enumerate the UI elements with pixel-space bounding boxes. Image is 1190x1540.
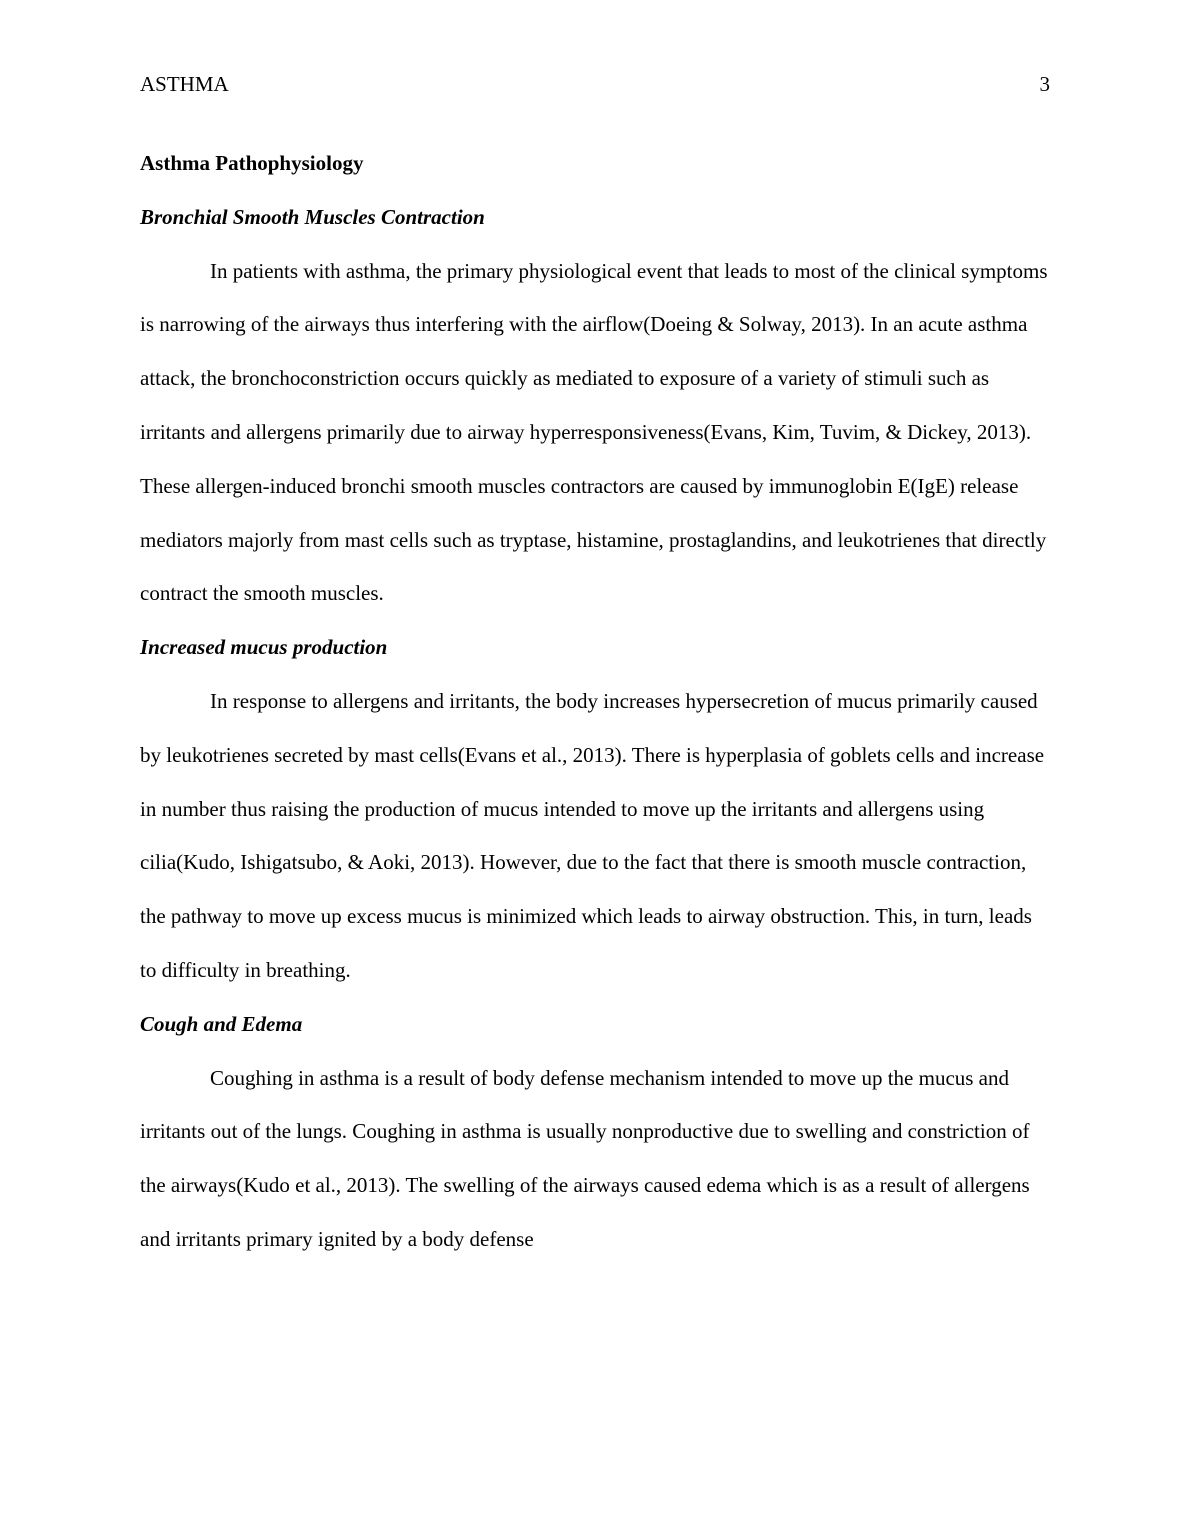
section-title: Asthma Pathophysiology — [140, 151, 364, 175]
subsection-heading-mucus: Increased mucus production — [140, 635, 388, 660]
running-head-title: ASTHMA — [140, 72, 229, 96]
paragraph-mucus: In response to allergens and irritants, the body increases hypersecretion of mucus primarily caused by leukotrienes secreted by mast cells(Evans et al., 2013). There is hyperplasia of goblets cells and increase in number thus raising the production of mucus intended to move up the irritants and allergens using cilia(Kudo, Ishigatsubo, & Aoki, 2013). However, due to the fact that there is smooth muscle contraction, the pathway to move up excess mucus is minimized which leads to airway obstruction. This, in turn, leads to difficulty in breathing. — [140, 688, 1045, 982]
document-body — [140, 137, 1050, 1267]
paragraph-cough: Coughing in asthma is a result of body defense mechanism intended to move up the mucus and irritants out of the lungs. Coughing in asthma is usually nonproductive due to swelling and constriction of the airways(Kudo et al., 2013). The swelling of the airways caused edema which is as a result of allergens and irritants primary ignited by a body defense — [140, 1065, 1030, 1251]
subsection-heading-bronchial: Bronchial Smooth Muscles Contraction — [140, 204, 485, 229]
paragraph-bronchial: In patients with asthma, the primary physiological event that leads to most of the clinical symptoms is narrowing of the airways thus interfering with the airflow(Doeing & Solway, 2013). In an acute asthma attack, the bronchoconstriction occurs quickly as mediated to exposure of a variety of stimuli such as irritants and allergens primarily due to airway hyperresponsiveness(Evans, Kim, Tuvim, & Dickey, 2013). These allergen-induced bronchi smooth muscles contractors are caused by immunoglobin E(IgE) release mediators majorly from mast cells such as tryptase, histamine, prostaglandins, and leukotrienes that directly contract the smooth muscles. — [140, 258, 1048, 606]
subsection-heading-cough: Cough and Edema — [140, 1011, 303, 1036]
running-head — [140, 70, 1050, 98]
page-number: 3 — [1039, 72, 1050, 96]
